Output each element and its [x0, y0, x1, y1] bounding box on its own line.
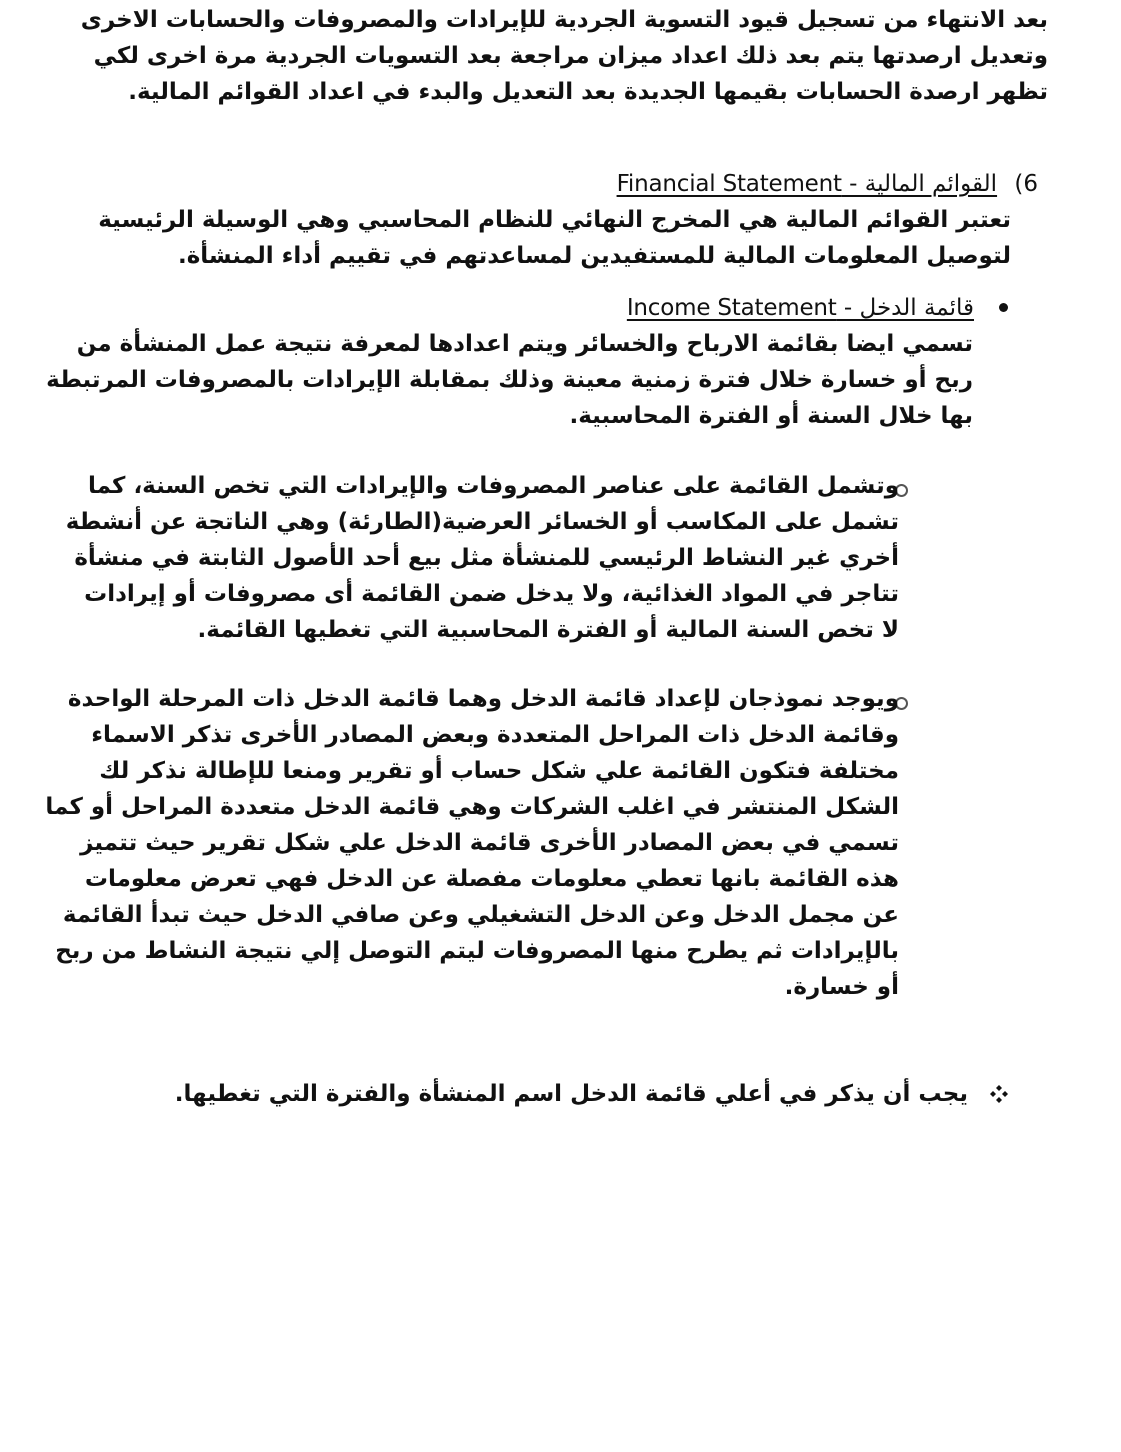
sub-item-line: هذه القائمة بانها تعطي معلومات مفصلة عن الدخل فهي تعرض معلومات	[84, 866, 899, 892]
intro-line: بعد الانتهاء من تسجيل قيود التسوية الجردية للإيرادات والمصروفات والحسابات الاخرى	[80, 7, 1048, 33]
sub-item-line: بالإيرادات ثم يطرح منها المصروفات ليتم التوصل إلي نتيجة النشاط من ربح	[55, 938, 899, 964]
section-body	[98, 202, 1011, 274]
income-body-line: بها خلال السنة أو الفترة المحاسبية.	[569, 403, 973, 429]
intro-line: تظهر ارصدة الحسابات بقيمها الجديدة بعد التعديل والبدء في اعداد القوائم المالية.	[128, 79, 1048, 105]
intro-paragraph	[80, 2, 1048, 110]
sub-item-line: تسمي في بعض المصادر الأخرى قائمة الدخل علي شكل تقرير حيث تتميز	[80, 830, 899, 856]
sub-item-line: تتاجر في المواد الغذائية، ولا يدخل ضمن القائمة أى مصروفات أو إيرادات	[84, 581, 899, 607]
sub-item-line: لا تخص السنة المالية أو الفترة المحاسبية التي تغطيها القائمة.	[197, 617, 899, 643]
sub-item-line: أخري غير النشاط الرئيسي للمنشأة مثل بيع أحد الأصول الثابتة في منشأة	[74, 545, 899, 571]
sub-item-line: الشكل المنتشر في اغلب الشركات وهي قائمة الدخل متعددة المراحل أو كما	[45, 794, 899, 820]
sub-item-1	[65, 468, 899, 648]
sub-item-line: وتشمل القائمة على عناصر المصروفات والإيرادات التي تخص السنة، كما	[88, 473, 899, 499]
bullet-dot-icon	[999, 303, 1008, 312]
section-body-line: تعتبر القوائم المالية هي المخرج النهائي للنظام المحاسبي وهي الوسيلة الرئيسية	[98, 207, 1011, 233]
sub-item-line: وقائمة الدخل ذات المراحل المتعددة وبعض المصادر الأخرى تذكر الاسماء	[91, 722, 899, 748]
sub-item-line: عن مجمل الدخل وعن الدخل التشغيلي وعن صافي الدخل حيث تبدأ القائمة	[62, 902, 899, 928]
section-title: القوائم المالية - Financial Statement	[616, 171, 998, 197]
note-line: يجب أن يذكر في أعلي قائمة الدخل اسم المنشأة والفترة التي تغطيها.	[174, 1081, 968, 1107]
income-statement-title: قائمة الدخل - Income Statement	[626, 295, 974, 321]
section-number: 6)	[1014, 171, 1038, 197]
income-body-line: تسمي ايضا بقائمة الارباح والخسائر ويتم اعدادها لمعرفة نتيجة عمل المنشأة من	[76, 331, 973, 357]
income-body-line: ربح أو خسارة خلال فترة زمنية معينة وذلك بمقابلة الإيرادات بالمصروفات المرتبطة	[46, 367, 973, 393]
four-diamond-bullet-icon	[989, 1084, 1009, 1104]
income-statement-heading	[174, 290, 974, 326]
section-body-line: لتوصيل المعلومات المالية للمستفيدين لمساعدتهم في تقييم أداء المنشأة.	[177, 243, 1011, 269]
intro-line: وتعديل ارصدتها يتم بعد ذلك اعداد ميزان مراجعة بعد التسويات الجردية مرة اخرى لكي	[93, 43, 1048, 69]
sub-item-line: أو خسارة.	[784, 974, 899, 1000]
sub-item-line: مختلفة فتكون القائمة علي شكل حساب أو تقرير ومنعا للإطالة نذكر لك	[99, 758, 899, 784]
section-heading	[138, 166, 1038, 202]
sub-item-line: ويوجد نموذجان لإعداد قائمة الدخل وهما قائمة الدخل ذات المرحلة الواحدة	[67, 686, 899, 712]
sub-item-2	[45, 681, 899, 1005]
sub-item-line: تشمل على المكاسب أو الخسائر العرضية(الطارئة) وهي الناتجة عن أنشطة	[65, 509, 899, 535]
note-text	[168, 1076, 968, 1112]
income-statement-body	[46, 326, 973, 434]
